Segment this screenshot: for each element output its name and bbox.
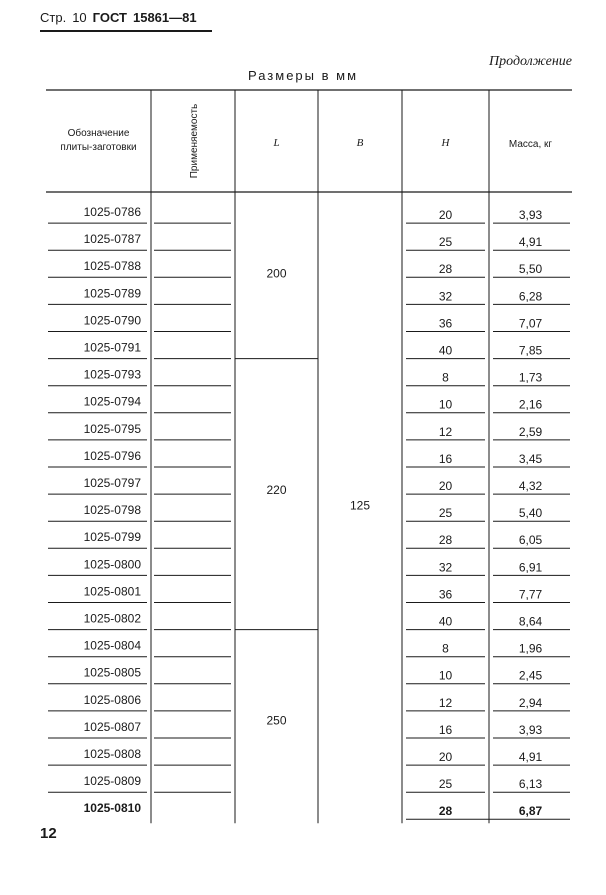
continuation-label: Продолжение: [489, 54, 572, 69]
cell-H: 32: [438, 289, 453, 304]
cell-H: 32: [438, 560, 453, 575]
cell-designation: 1025-0802: [83, 611, 141, 626]
cell-mass: 3,93: [518, 722, 543, 737]
cell-H: 40: [438, 343, 453, 358]
cell-mass: 2,59: [518, 424, 543, 439]
cell-designation: 1025-0790: [83, 313, 141, 328]
cell-H: 25: [438, 506, 453, 521]
gost-label: ГОСТ: [92, 10, 127, 25]
cell-designation: 1025-0806: [83, 692, 141, 707]
cell-H: 12: [438, 424, 453, 439]
cell-designation: 1025-0793: [83, 367, 141, 382]
page-no: 10: [72, 10, 87, 25]
standard-number: 15861—81: [132, 10, 197, 25]
header-designation-line2: плиты-заготовки: [60, 142, 137, 153]
cell-mass: 3,93: [518, 208, 543, 222]
cell-mass: 1,96: [518, 641, 543, 656]
cell-designation: 1025-0805: [83, 665, 141, 680]
cell-mass: 2,16: [518, 397, 543, 412]
cell-H: 10: [438, 668, 453, 683]
cell-designation: 1025-0800: [83, 557, 141, 572]
cell-designation: 1025-0788: [83, 259, 141, 274]
page-label: Стр.: [40, 10, 67, 25]
cell-designation: 1025-0804: [83, 638, 141, 653]
cell-mass: 6,87: [518, 804, 543, 819]
cell-designation: 1025-0801: [83, 584, 141, 599]
cell-H: 40: [438, 614, 453, 629]
cell-H: 12: [438, 695, 453, 710]
cell-mass: 2,94: [518, 695, 543, 710]
cell-L: 200: [266, 266, 287, 281]
cell-designation: 1025-0809: [83, 774, 141, 789]
cell-designation: 1025-0786: [83, 205, 141, 219]
header-mass: Масса, кг: [508, 139, 553, 150]
cell-designation: 1025-0796: [83, 448, 141, 463]
header-L: L: [273, 137, 280, 149]
cell-designation: 1025-0799: [83, 530, 141, 545]
cell-designation: 1025-0797: [83, 476, 141, 490]
cell-mass: 6,13: [518, 777, 543, 792]
cell-H: 25: [438, 777, 453, 792]
cell-designation: 1025-0798: [83, 503, 141, 518]
header-designation-line1: Обозначение: [67, 128, 130, 139]
cell-mass: 3,45: [518, 451, 543, 466]
cell-mass: 2,45: [518, 668, 543, 683]
cell-H: 20: [438, 208, 453, 222]
cell-designation: 1025-0787: [83, 232, 141, 247]
cell-designation: 1025-0795: [83, 421, 141, 436]
cell-mass: 8,64: [518, 614, 543, 629]
header-H: H: [441, 137, 450, 149]
cell-mass: 7,07: [518, 316, 543, 331]
cell-mass: 4,91: [518, 750, 543, 764]
cell-L: 250: [266, 713, 287, 728]
cell-mass: 5,50: [518, 262, 543, 277]
cell-designation: 1025-0810: [83, 801, 141, 816]
cell-H: 16: [438, 722, 453, 737]
cell-B: 125: [349, 498, 371, 513]
cell-H: 25: [438, 235, 453, 250]
cell-mass: 7,85: [518, 343, 543, 358]
cell-designation: 1025-0791: [83, 340, 141, 355]
cell-mass: 1,73: [518, 370, 543, 385]
cell-L: 220: [266, 483, 287, 498]
cell-mass: 5,40: [518, 506, 543, 521]
header-B: B: [356, 137, 364, 149]
cell-H: 28: [438, 262, 453, 277]
cell-H: 10: [438, 397, 453, 412]
cell-mass: 6,91: [518, 560, 543, 575]
cell-H: 8: [442, 641, 449, 656]
cell-designation: 1025-0807: [83, 719, 141, 734]
cell-H: 28: [438, 533, 453, 548]
cell-designation: 1025-0794: [83, 394, 141, 409]
cell-H: 36: [438, 316, 453, 331]
page-number: 12: [40, 825, 57, 842]
units-title: Размеры в мм: [247, 68, 359, 83]
cell-mass: 4,32: [518, 479, 543, 493]
cell-mass: 4,91: [518, 235, 543, 250]
header-applicability: Применяемость: [189, 103, 200, 179]
cell-H: 36: [438, 587, 453, 602]
cell-designation: 1025-0789: [83, 286, 141, 301]
cell-H: 16: [438, 451, 453, 466]
cell-mass: 6,05: [518, 533, 543, 548]
cell-H: 8: [442, 370, 449, 385]
cell-mass: 7,77: [518, 587, 543, 602]
cell-mass: 6,28: [518, 289, 543, 304]
cell-H: 20: [438, 479, 453, 493]
cell-designation: 1025-0808: [83, 747, 141, 761]
cell-H: 20: [438, 750, 453, 764]
cell-H: 28: [438, 804, 453, 819]
